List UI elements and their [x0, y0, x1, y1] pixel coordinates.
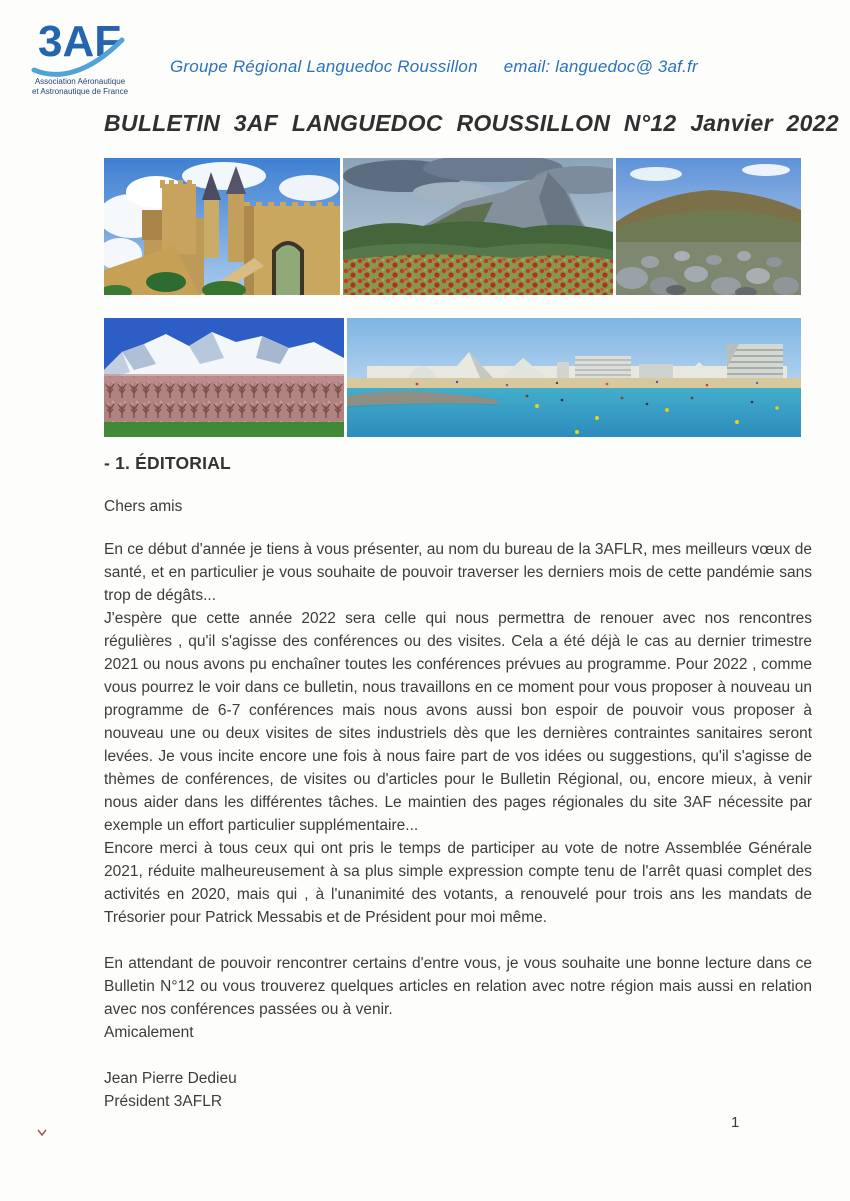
photo-carcassonne-castle: [104, 158, 340, 295]
contact-email[interactable]: email: languedoc@ 3af.fr: [503, 57, 698, 76]
3af-logo-subtitle-1: Association Aéronautique: [34, 77, 126, 86]
photo-strip-1: [104, 158, 801, 295]
editorial-section: [104, 452, 812, 1113]
editorial-salutation: Chers amis: [104, 498, 183, 515]
photo-rocky-plateau: [616, 158, 801, 295]
photo-canigou-snow-mountains-orchard: [104, 318, 344, 437]
photo-la-grande-motte-beach-resort: [347, 318, 801, 437]
signature-name: Jean Pierre Dedieu: [104, 1070, 237, 1087]
editorial-paragraph: Encore merci à tous ceux qui ont pris le temps de participer au vote de notre Assemblée Générale 2021, réduite malheureusement à sa plus simple expression compte tenu de l'arrêt quasi complet des activités en 2020, mais qui , à l'unanimité des votants, a renouvelé pour trois ans les mandats de Trésorier pour Patrick Messabis et de Président pour moi même.: [104, 840, 812, 926]
3af-logo: [30, 14, 130, 100]
3af-logo-acronym: 3AF: [38, 17, 122, 66]
page-number: 1: [731, 1114, 740, 1131]
regional-group-name: Groupe Régional Languedoc Roussillon: [170, 57, 478, 76]
3af-logo-graphic: [30, 14, 130, 100]
signature-role: Président 3AFLR: [104, 1093, 223, 1110]
scan-artifact-mark: [37, 1129, 47, 1137]
3af-logo-subtitle-2: et Astronautique de France: [31, 87, 129, 96]
signature-block: [104, 1067, 812, 1113]
regional-group-header: [170, 57, 770, 77]
photo-pic-saint-loup-poppy-field: [343, 158, 613, 295]
editorial-heading: - 1. ÉDITORIAL: [104, 453, 231, 473]
editorial-closing: Amicalement: [104, 1024, 194, 1041]
photo-strip-2: [104, 318, 801, 437]
bulletin-title: BULLETIN 3AF LANGUEDOC ROUSSILLON N°12 Janvier 2022: [104, 110, 839, 136]
editorial-paragraph: En attendant de pouvoir rencontrer certains d'entre vous, je vous souhaite une bonne lecture dans ce Bulletin N°12 ou vous trouverez quelques articles en relation avec notre région mais aussi en relation avec nos conférences passées ou à venir.: [104, 955, 812, 1018]
editorial-paragraph: J'espère que cette année 2022 sera celle qui nous permettra de renouer avec nos rencontres régulières , qu'il s'agisse des conférences ou des visites. Cela a été déjà le cas au dernier trimestre 2021 ou nous avons pu enchaîner toutes les conférences prévues au programme. Pour 2022 , comme vous pourrez le voir dans ce bulletin, nous travaillons en ce moment pour vous proposer à nouveau un programme de 6-7 conférences mais nous avons aussi bon espoir de pouvoir vous proposer à nouveau une ou deux visites de sites industriels dès que les dernières contraintes sanitaires seront levées. Je vous incite encore une fois à nous faire part de vos idées ou suggestions, qu'il s'agisse de thèmes de conférences, de visites ou d'articles pour le Bulletin Régional, ou, encore mieux, à venir nous aider dans les différentes tâches. Le maintien des pages régionales du site 3AF nécessite par exemple un effort particulier supplémentaire...: [104, 610, 812, 834]
editorial-paragraph: En ce début d'année je tiens à vous présenter, au nom du bureau de la 3AFLR, mes meilleurs vœux de santé, et en particulier je vous souhaite de pouvoir traverser les derniers mois de cette pandémie sans trop de dégâts...: [104, 541, 812, 604]
